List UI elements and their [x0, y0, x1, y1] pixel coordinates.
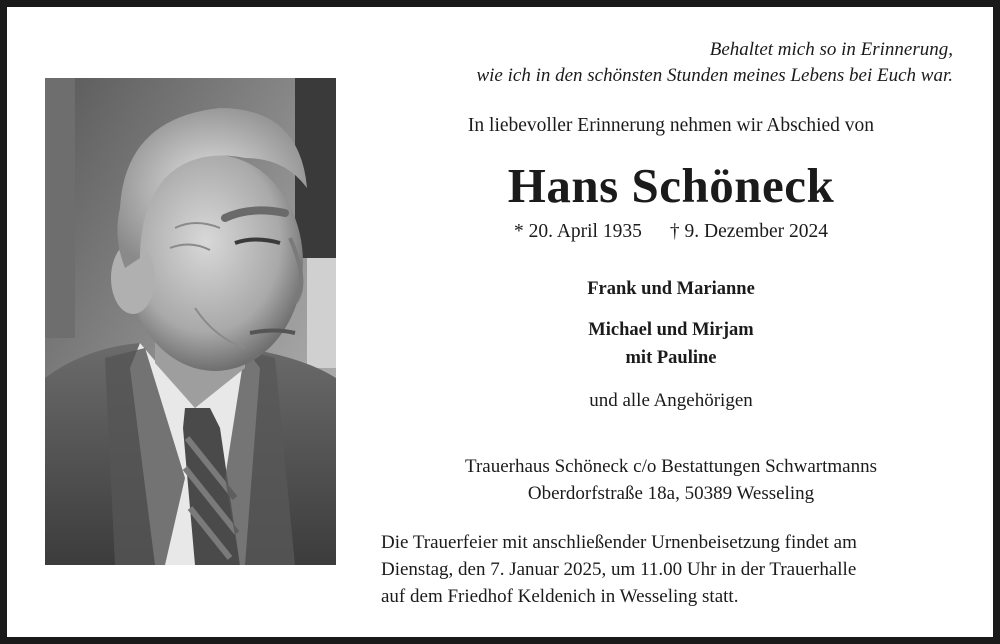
address-line-2: Oberdorfstraße 18a, 50389 Wesseling	[527, 483, 815, 504]
ceremony-notice	[381, 529, 981, 610]
intro-text: In liebevoller Erinnerung nehmen wir Abschied von	[467, 115, 875, 136]
mourner-group-2-line-2: mit Pauline	[625, 348, 717, 368]
motto-line-1: Behaltet mich so in Erinnerung,	[709, 39, 953, 60]
ceremony-line-2: Dienstag, den 7. Januar 2025, um 11.00 Uhr in der Trauerhalle	[381, 559, 857, 580]
mourning-address	[351, 453, 991, 507]
mourner-group-1: Frank und Marianne	[587, 279, 755, 299]
life-dates	[351, 221, 991, 243]
motto-line-2: wie ich in den schönsten Stunden meines Lebens bei Euch war.	[476, 65, 953, 86]
deceased-name: Hans Schöneck	[507, 158, 835, 213]
birth-date: * 20. April 1935	[514, 221, 642, 242]
mourner-group-2-line-1: Michael und Mirjam	[588, 320, 754, 340]
portrait-photo	[45, 78, 336, 565]
relatives-text: und alle Angehörigen	[589, 390, 753, 411]
ceremony-line-1: Die Trauerfeier mit anschließender Urnenbeisetzung findet am	[381, 532, 857, 553]
portrait-illustration	[45, 78, 336, 565]
obituary-card	[7, 7, 993, 637]
address-line-1: Trauerhaus Schöneck c/o Bestattungen Schwartmanns	[465, 456, 877, 477]
motto-quote	[393, 37, 953, 89]
death-date: † 9. Dezember 2024	[669, 221, 828, 242]
ceremony-line-3: auf dem Friedhof Keldenich in Wesseling statt.	[381, 586, 739, 607]
